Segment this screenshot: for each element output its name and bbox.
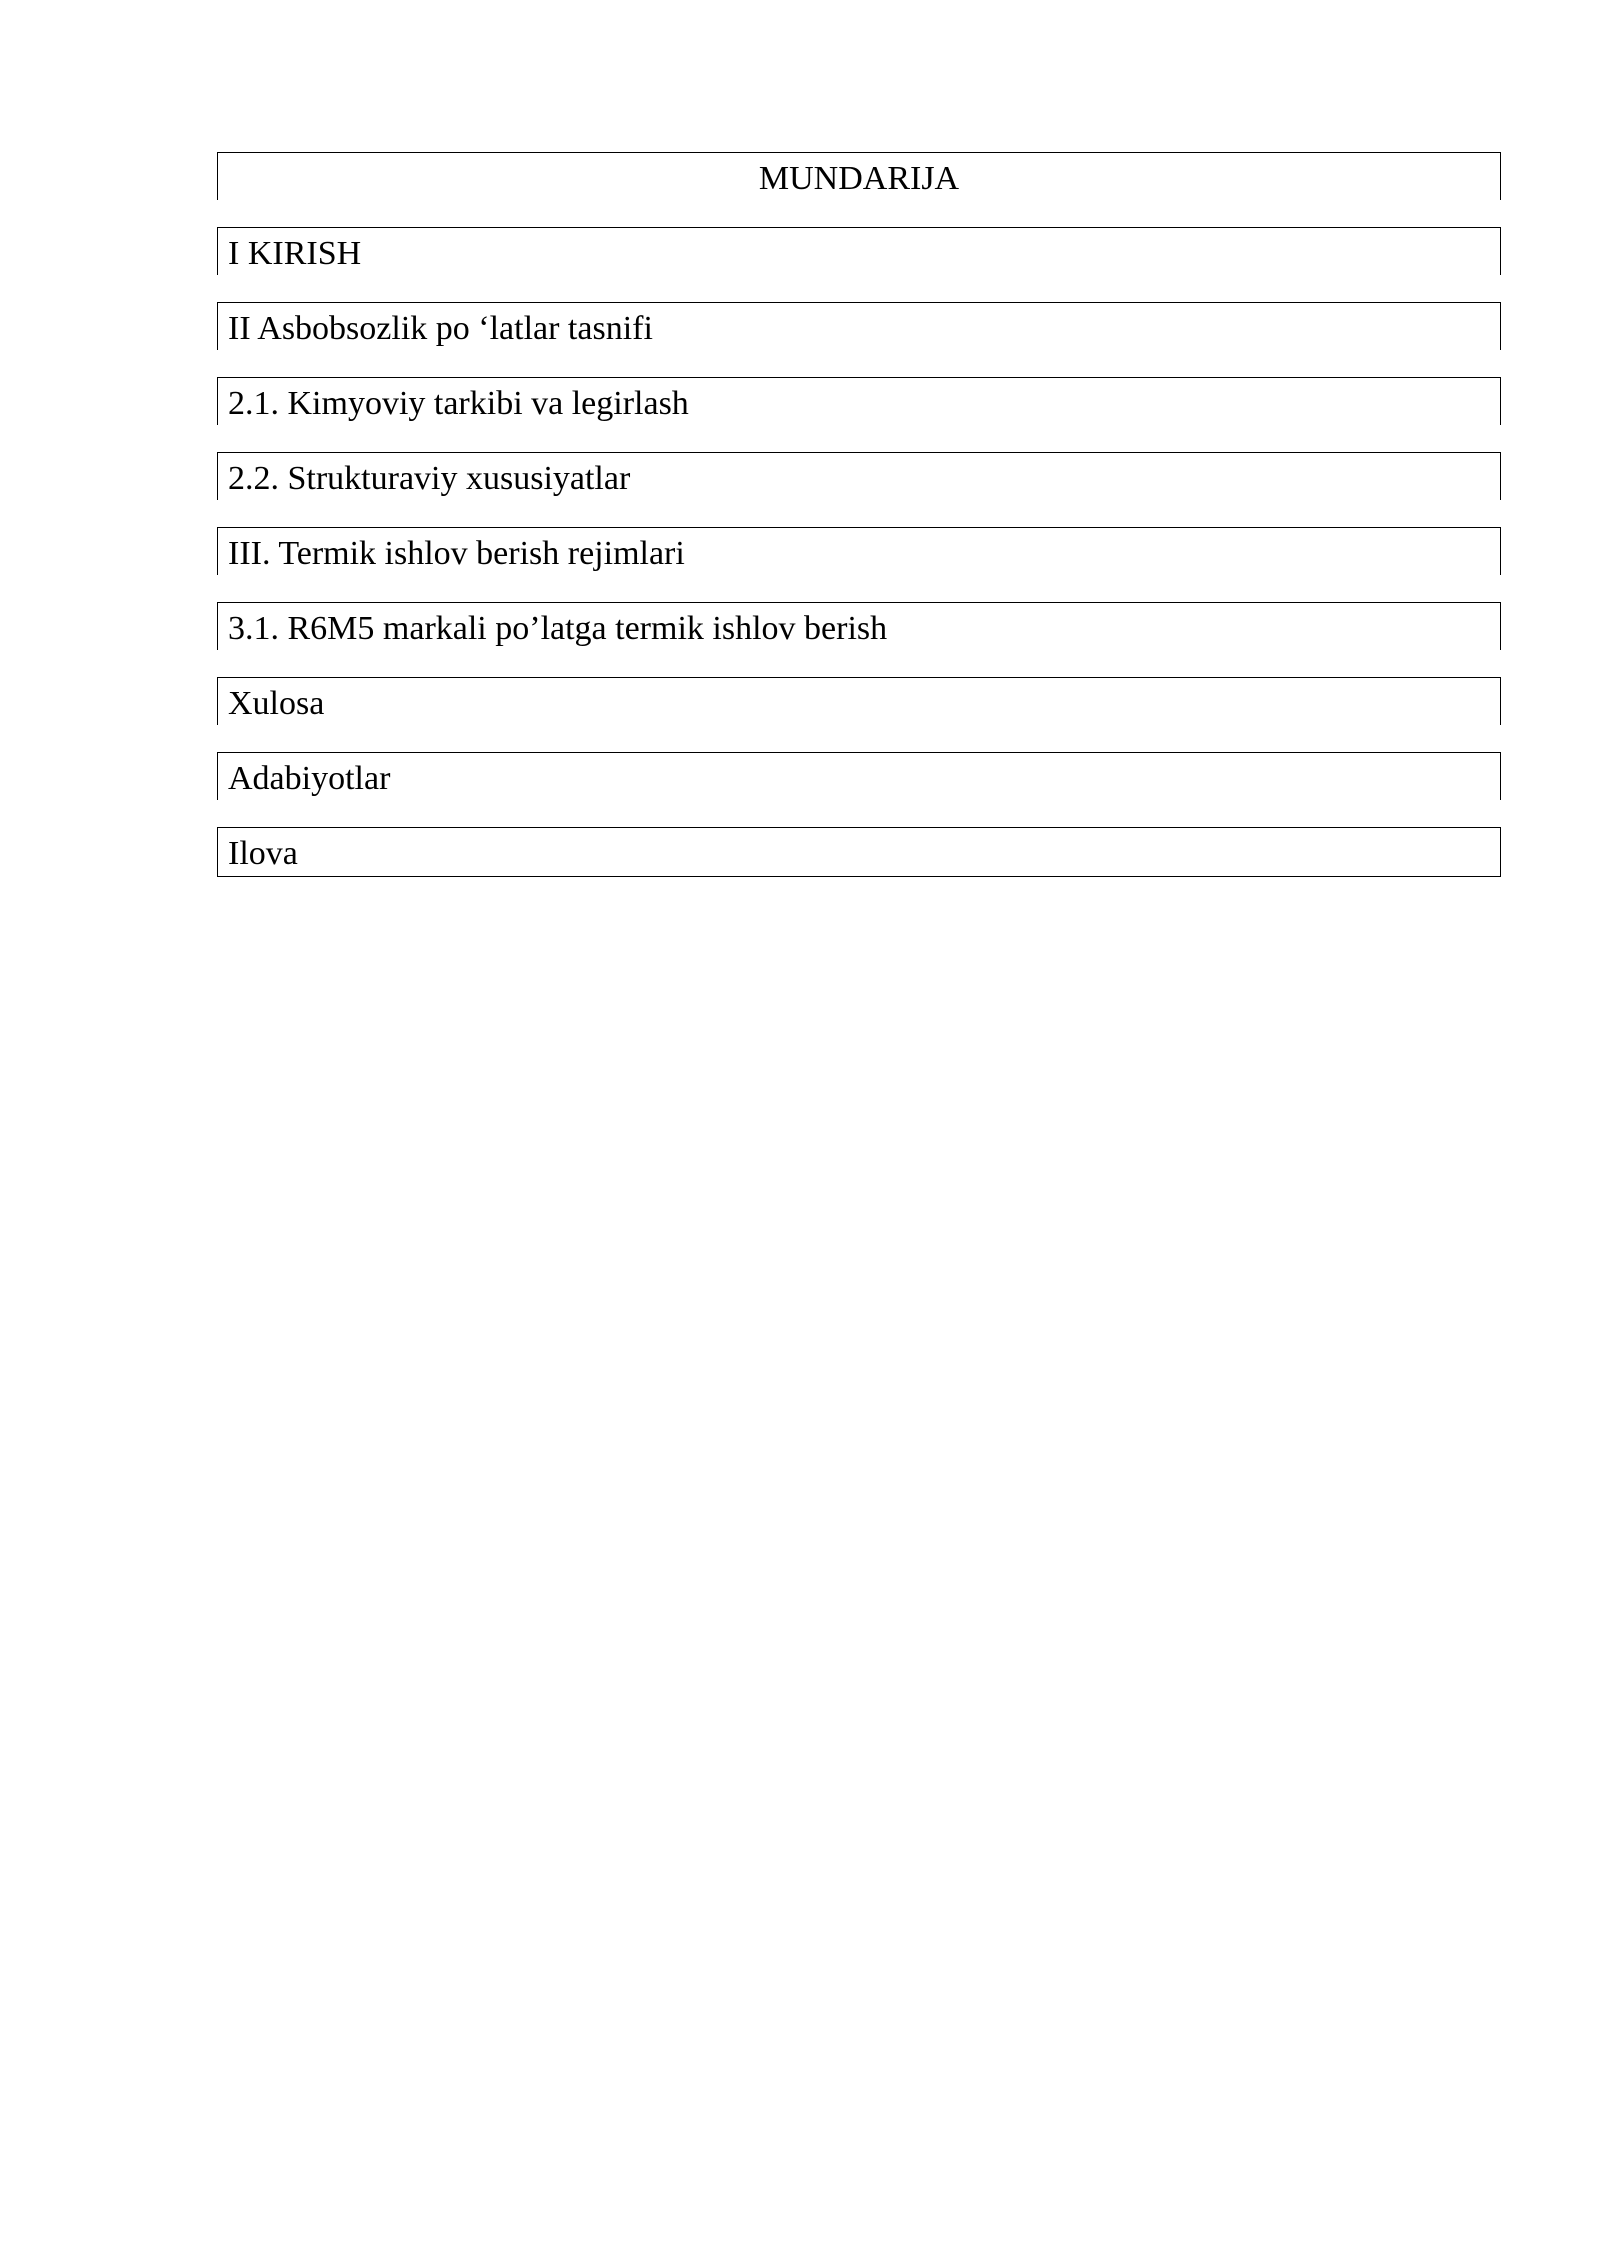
toc-title-row — [217, 152, 1501, 200]
toc-entry-label: 2.1. Kimyoviy tarkibi va legirlash — [228, 385, 689, 422]
toc-entry-label: 3.1. R6M5 markali po’latga termik ishlov berish — [228, 610, 888, 647]
table-of-contents — [217, 152, 1501, 904]
toc-entry-label: II Asbobsozlik po ‘latlar tasnifi — [228, 310, 653, 347]
toc-entry — [217, 377, 1501, 425]
toc-entry — [217, 827, 1501, 877]
toc-entry-label: Adabiyotlar — [228, 760, 391, 797]
toc-entry — [217, 527, 1501, 575]
toc-entry-label: 2.2. Strukturaviy xususiyatlar — [228, 460, 631, 497]
toc-entry-label: I KIRISH — [228, 235, 362, 272]
toc-title: MUNDARIJA — [758, 160, 960, 197]
toc-entry — [217, 302, 1501, 350]
toc-entry-label: Ilova — [228, 835, 298, 872]
toc-entry-label: III. Termik ishlov berish rejimlari — [228, 535, 685, 572]
toc-entry-label: Xulosa — [228, 685, 325, 722]
toc-entry — [217, 602, 1501, 650]
toc-entry — [217, 677, 1501, 725]
toc-entry — [217, 227, 1501, 275]
toc-entry — [217, 452, 1501, 500]
toc-entry — [217, 752, 1501, 800]
